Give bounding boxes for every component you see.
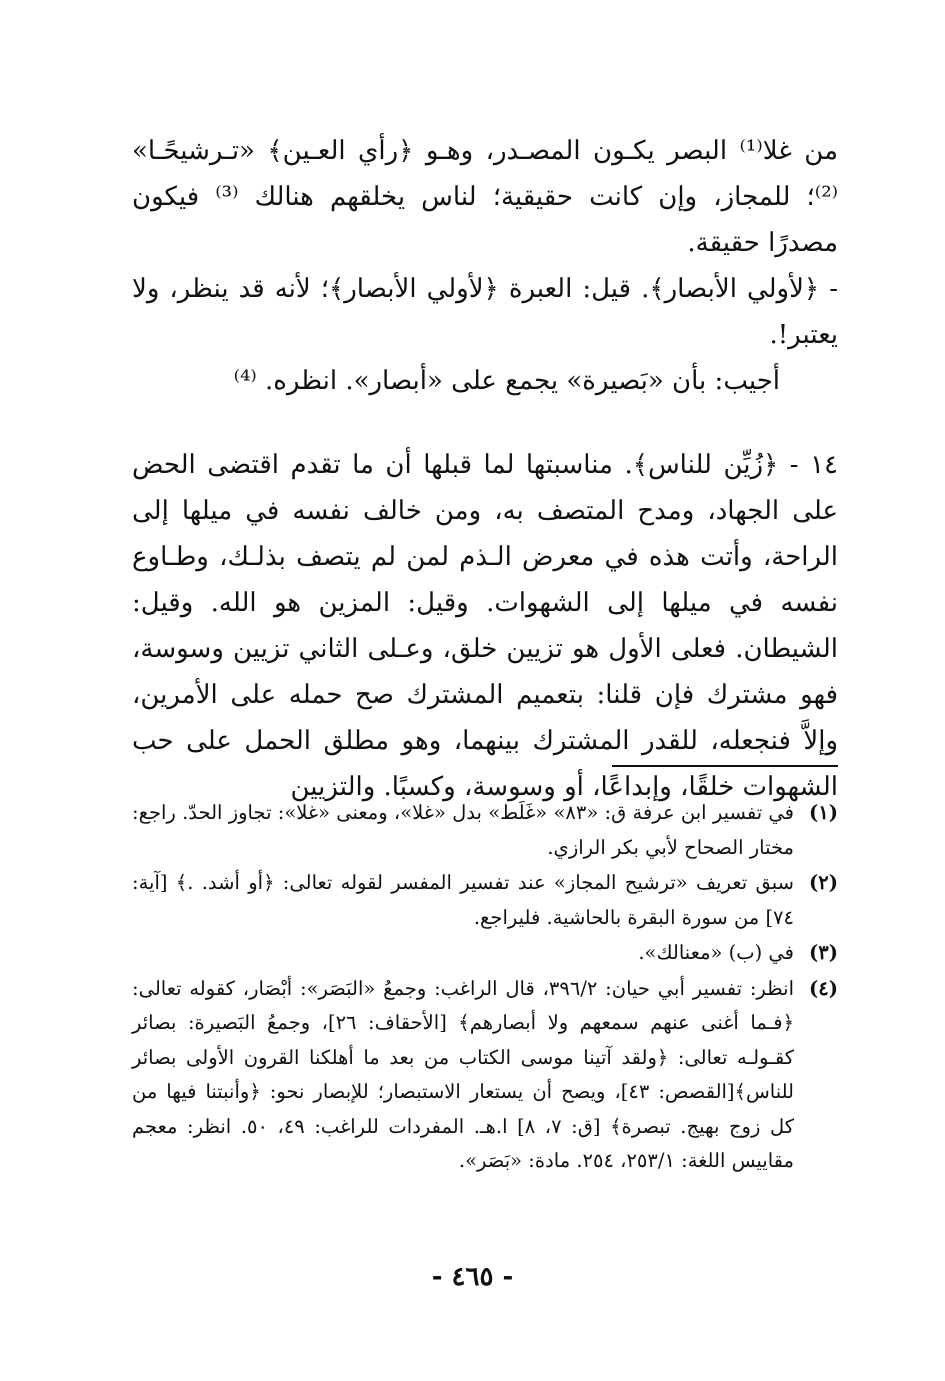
footnote-3 [132, 936, 838, 971]
footnote-number: (٢) [809, 871, 838, 894]
footnote-1 [132, 796, 838, 865]
footnote-4 [132, 972, 838, 1179]
section-14 [132, 442, 838, 810]
top-section [132, 128, 838, 404]
page-number: - ٤٦٥ - [431, 1262, 514, 1292]
footnotes [132, 796, 838, 1180]
footnote-text: سبق تعريف «ترشيح المجاز» عند تفسير المفسر لقوله تعالى: ﴿أو أشد. .﴾ [آية: ٧٤] من سورة البقرة بالحاشية. فليراجع. [132, 871, 794, 929]
footnote-separator [612, 765, 838, 767]
footnote-2 [132, 866, 838, 935]
footnote-text: في تفسير ابن عرفة ق: «٨٣» «غَلَط» بدل «غلا»، ومعنى «غلا»: تجاوز الحدّ. راجع: مختار الصحاح لأبي بكر الرازي. [132, 801, 794, 859]
footnote-text: في (ب) «معنالك». [638, 941, 794, 964]
footnote-number: (١) [809, 801, 838, 824]
paragraph-answer: أجيب: بأن «بَصيرة» يجمع على «أبصار». انظره. ⁽⁴⁾ [233, 366, 780, 396]
paragraph-ru-al-ayn: من غلا⁽¹⁾ البصر يكـون المصـدر، وهـو ﴿رأي العـين﴾ «تـرشيحًـا» ⁽²⁾؛ للمجاز، وإن كانت حقيقية؛ لناس يخلقهم هنالك ⁽³⁾ فيكون مصدرًا حقيقة. [132, 136, 839, 258]
paragraph-zuyyina-lil-nas: ١٤ - ﴿زُيِّن للناس﴾. مناسبتها لما قبلها أن ما تقدم اقتضى الحض على الجهاد، ومدح المتصف به، ومن خالف نفسه في ميلها إلى الراحة، وأتت هذه في معرض الـذم لمن لم يتصف بذلـك، وطـاوع نفسه في ميلها إلى الشهوات. وقيل: المزين هو الله. وقيل: الشيطان. فعلى الأول هو تزيين خلق، وعـلى الثاني تزيين وسوسة، فهو مشترك فإن قلنا: بتعميم المشترك صح حمله على الأمرين، وإلاَّ فنجعله، للقدر المشترك بينهما، وهو مطلق الحمل على حب الشهوات خلقًا، وإبداعًا، أو وسوسة، وكسبًا. والتزيين [132, 450, 838, 802]
footnote-number: (٤) [809, 976, 838, 1000]
footnote-text: انظر: تفسير أبي حيان: ٣٩٦/٢، قال الراغب: وجمعُ «البَصَر»: أبْصَار، كقوله تعالى: ﴿فـما أغنى عنهم سمعهم ولا أبصارهم﴾ [الأحقاف: ٢٦]، وجمعُ البَصيرة: بصائر كقـولـه تعالى: ﴿ولقد آتينا موسى الكتاب من بعد ما أهلكنا القرون الأولى بصائر للناس﴾[القصص: ٤٣]، ويصح أن يستعار الاستبصار؛ للإبصار نحو: ﴿وأنبتنا فيها من كل زوج بهيج. تبصرة﴾ [ق: ٧، ٨] ا.هـ. المفردات للراغب: ٤٩، ٥٠. انظر: معجم مقاييس اللغة: ٢٥٣/١، ٢٥٤. مادة: «بَصَر». [132, 976, 795, 1172]
footnote-number: (٣) [809, 941, 838, 964]
paragraph-li-uli-al-absar: - ﴿لأولي الأبصار﴾. قيل: العبرة ﴿لأولي الأبصار﴾؛ لأنه قد ينظر، ولا يعتبر!. [132, 274, 838, 350]
